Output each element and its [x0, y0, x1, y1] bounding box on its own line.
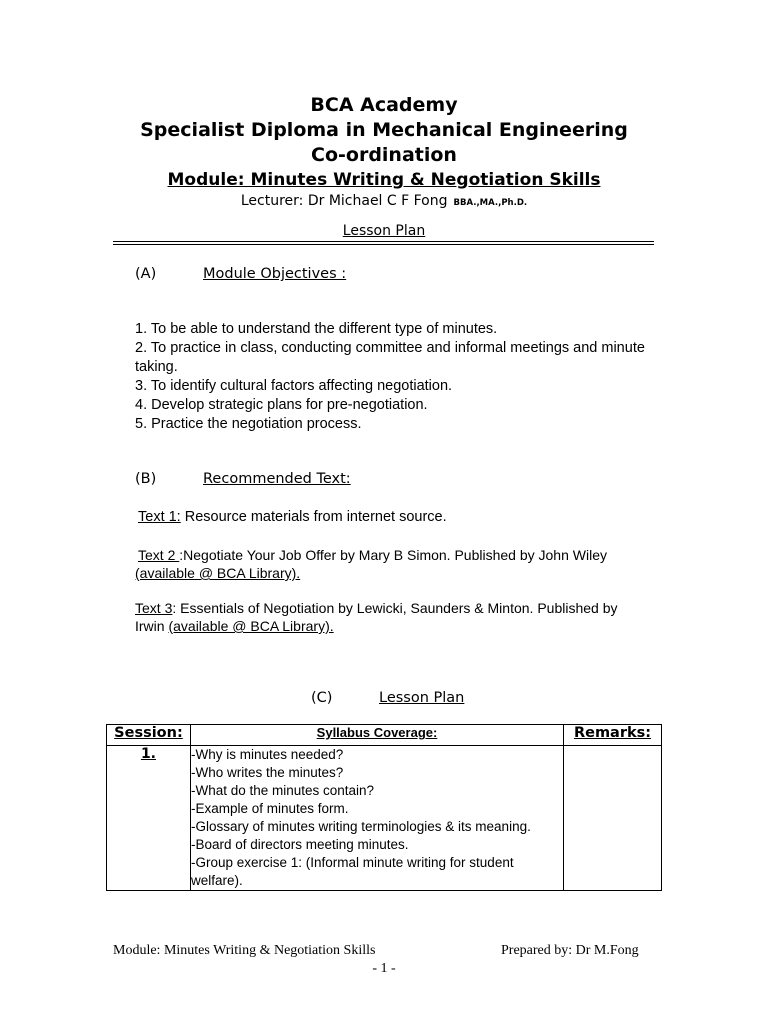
lesson-plan-heading: Lesson Plan: [342, 223, 426, 239]
syllabus-line: -Why is minutes needed?: [190, 747, 344, 762]
text-1-label: Text 1:: [138, 509, 181, 525]
text-2-body: :Negotiate Your Job Offer by Mary B Simon. Published by John Wiley: [179, 547, 607, 563]
text-2-availability: (available @ BCA Library).: [135, 565, 301, 581]
syllabus-line: -Example of minutes form.: [190, 801, 349, 816]
table-row: [107, 746, 662, 891]
page-number: - 1 -: [372, 961, 396, 976]
section-b-label: (B): [135, 471, 157, 487]
module-title: Module: Minutes Writing & Negotiation Skills: [167, 170, 601, 190]
title-line-1: BCA Academy: [310, 94, 458, 116]
lecturer-degrees: BBA.,MA.,Ph.D.: [453, 198, 528, 208]
session-number: 1.: [107, 746, 191, 891]
divider-bottom: [113, 244, 654, 245]
objective-item: 3. To identify cultural factors affecting negotiation.: [135, 378, 453, 394]
table-header-row: [107, 725, 662, 746]
section-c-heading: Lesson Plan: [379, 690, 465, 706]
objective-item: 1. To be able to understand the different type of minutes.: [135, 321, 498, 337]
text-3-label: Text 3: [135, 600, 173, 616]
syllabus-cell: [190, 746, 563, 891]
text-1: [138, 508, 447, 526]
remarks-cell: [564, 746, 662, 891]
syllabus-line: -Who writes the minutes?: [190, 765, 344, 780]
header-session: Session:: [107, 725, 191, 746]
text-1-body: Resource materials from internet source.: [180, 509, 447, 525]
section-a-heading: Module Objectives :: [203, 266, 347, 282]
objective-item: 2. To practice in class, conducting committee and informal meetings and minute taking.: [135, 340, 645, 375]
objective-item: 5. Practice the negotiation process.: [135, 416, 362, 432]
section-a-label: (A): [135, 266, 157, 282]
title-line-2: Specialist Diploma in Mechanical Engineering: [140, 119, 628, 141]
text-3: [135, 599, 645, 635]
lesson-plan-table: [106, 724, 662, 891]
title-line-3: Co-ordination: [311, 144, 457, 166]
header-remarks: Remarks:: [564, 725, 662, 746]
footer-module: Module: Minutes Writing & Negotiation Skills: [113, 943, 376, 958]
footer-prepared-by: Prepared by: Dr M.Fong: [501, 943, 639, 958]
text-3-body: : Essentials of Negotiation by Lewicki, Saunders & Minton. Published by Irwin: [135, 600, 618, 634]
lecturer-name: Lecturer: Dr Michael C F Fong: [240, 193, 448, 209]
section-b-heading: Recommended Text:: [203, 471, 351, 487]
text-2-label: Text 2: [138, 547, 180, 563]
text-3-availability: (available @ BCA Library).: [168, 618, 334, 634]
lecturer-line: [0, 193, 768, 209]
header-syllabus: Syllabus Coverage:: [190, 725, 563, 746]
syllabus-line: -Board of directors meeting minutes.: [190, 837, 409, 852]
section-c-label: (C): [311, 690, 333, 706]
text-2: [138, 546, 658, 564]
objectives-list: [135, 320, 675, 434]
syllabus-line: -What do the minutes contain?: [190, 783, 375, 798]
syllabus-line: -Group exercise 1: (Informal minute writing for student welfare).: [190, 855, 514, 888]
divider-top: [113, 241, 654, 242]
syllabus-line: -Glossary of minutes writing terminologies & its meaning.: [190, 819, 531, 834]
objective-item: 4. Develop strategic plans for pre-negotiation.: [135, 397, 428, 413]
